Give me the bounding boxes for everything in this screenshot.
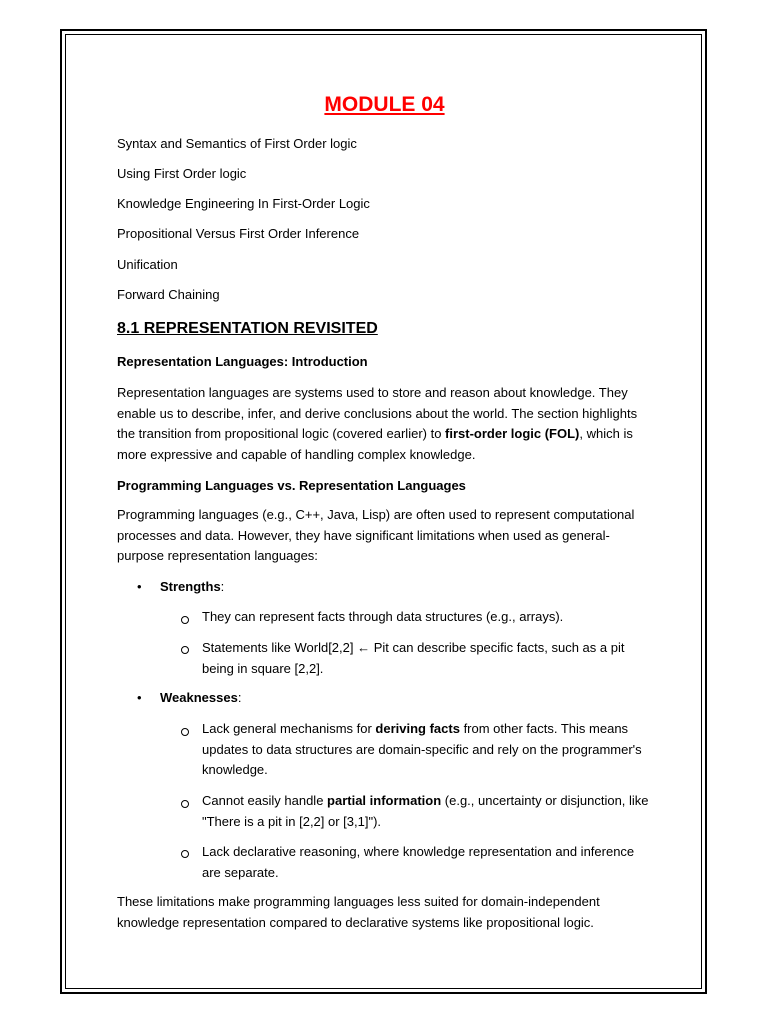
strength-item: Statements like World[2,2] ← Pit can describe specific facts, such as a pit being in square [2,2]. bbox=[202, 640, 625, 676]
topic-item: Knowledge Engineering In First-Order Logic bbox=[117, 196, 370, 211]
fol-emphasis: first-order logic (FOL) bbox=[445, 426, 580, 441]
topic-item: Propositional Versus First Order Inference bbox=[117, 226, 360, 241]
weaknesses-label: Weaknesses: bbox=[160, 690, 242, 705]
strength-item: They can represent facts through data structures (e.g., arrays). bbox=[202, 609, 564, 624]
bullet-icon: • bbox=[137, 690, 142, 705]
weakness-item: Lack declarative reasoning, where knowledge representation and inference are separate. bbox=[202, 844, 635, 880]
circle-bullet-icon bbox=[181, 616, 189, 624]
circle-bullet-icon bbox=[181, 646, 189, 654]
programming-subheading: Programming Languages vs. Representation Languages bbox=[117, 478, 466, 493]
conclusion-paragraph: These limitations make programming languages less suited for domain-independent knowledge representation compared to declarative systems like propositional logic. bbox=[117, 894, 600, 930]
topic-item: Syntax and Semantics of First Order logic bbox=[117, 136, 357, 151]
topic-item: Unification bbox=[117, 257, 178, 272]
circle-bullet-icon bbox=[181, 850, 189, 858]
bullet-icon: • bbox=[137, 579, 142, 594]
module-title: MODULE 04 bbox=[324, 93, 445, 116]
programming-paragraph: Programming languages (e.g., C++, Java, Lisp) are often used to represent computational processes and data. However, they have significant limitations when used as general-purpose representation languages: bbox=[117, 507, 635, 563]
topic-item: Using First Order logic bbox=[117, 166, 247, 181]
circle-bullet-icon bbox=[181, 728, 189, 736]
strengths-label: Strengths: bbox=[160, 579, 225, 594]
intro-subheading: Representation Languages: Introduction bbox=[117, 354, 368, 369]
circle-bullet-icon bbox=[181, 800, 189, 808]
section-heading: 8.1 REPRESENTATION REVISITED bbox=[117, 320, 378, 337]
weakness-item: Lack general mechanisms for deriving facts from other facts. This means updates to data structures are domain-specific and rely on the programmer's knowledge. bbox=[202, 721, 642, 777]
weakness-item: Cannot easily handle partial information (e.g., uncertainty or disjunction, like "There is a pit in [2,2] or [3,1]"). bbox=[202, 793, 649, 829]
topic-item: Forward Chaining bbox=[117, 287, 220, 302]
intro-paragraph: Representation languages are systems used to store and reason about knowledge. They enable us to describe, infer, and derive conclusions about the world. The section highlights the transition from propositional logic (covered earlier) to first-order logic (FOL), which is more expressive and capable of handling complex knowledge. bbox=[117, 385, 638, 462]
